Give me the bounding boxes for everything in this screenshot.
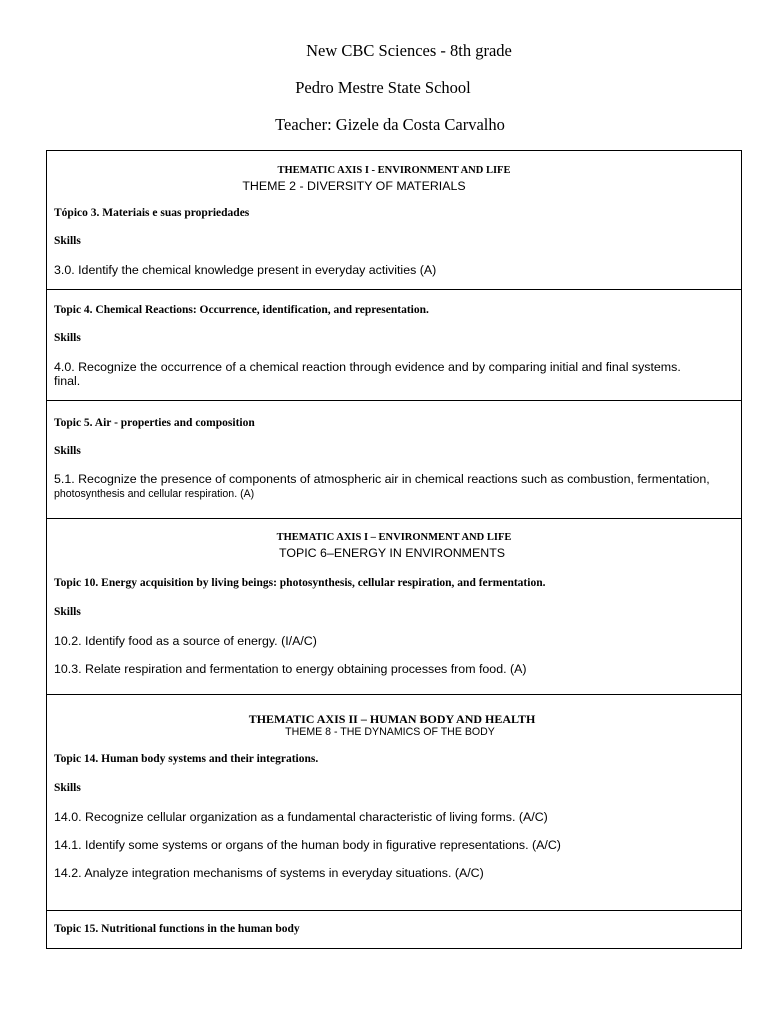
table-section (47, 290, 741, 401)
school-name: Pedro Mestre State School (295, 78, 471, 97)
skill-item: 14.1. Identify some systems or organs of the human body in figurative representations. (A/C) (54, 838, 561, 852)
skill-item-continued: photosynthesis and cellular respiration. (A) (54, 488, 255, 500)
thematic-axis-heading: THEMATIC AXIS II – HUMAN BODY AND HEALTH (248, 712, 536, 726)
skill-item: 14.0. Recognize cellular organization as a fundamental characteristic of living forms. (A/C) (54, 810, 548, 824)
table-section (47, 519, 741, 695)
table-section (47, 151, 741, 290)
skill-item: 3.0. Identify the chemical knowledge present in everyday activities (A) (54, 263, 437, 277)
curriculum-table (46, 150, 742, 949)
skill-item: 5.1. Recognize the presence of components of atmospheric air in chemical reactions such as combustion, fermentation, (54, 472, 710, 486)
skills-label: Skills (54, 606, 81, 618)
table-section (47, 695, 741, 911)
skills-label: Skills (54, 782, 81, 794)
skill-item: 10.2. Identify food as a source of energy. (I/A/C) (54, 634, 317, 648)
skills-label: Skills (54, 235, 81, 247)
skill-item: 10.3. Relate respiration and fermentation to energy obtaining processes from food. (A) (54, 662, 527, 676)
teacher-name: Teacher: Gizele da Costa Carvalho (275, 115, 505, 134)
table-section (47, 911, 741, 948)
skill-item: 14.2. Analyze integration mechanisms of systems in everyday situations. (A/C) (54, 866, 484, 880)
topic-title: Tópico 3. Materiais e suas propriedades (54, 207, 250, 219)
document-title: New CBC Sciences - 8th grade (306, 41, 512, 60)
topic-title: Topic 14. Human body systems and their integrations. (54, 753, 319, 765)
table-section (47, 401, 741, 519)
topic-title: Topic 15. Nutritional functions in the human body (54, 923, 300, 935)
theme-heading: THEME 8 - THE DYNAMICS OF THE BODY (285, 726, 495, 738)
skill-item: 4.0. Recognize the occurrence of a chemical reaction through evidence and by comparing initial and final systems. (54, 360, 681, 374)
skill-item-continued: final. (54, 374, 81, 388)
thematic-axis-heading: THEMATIC AXIS I - ENVIRONMENT AND LIFE (277, 165, 511, 176)
skills-label: Skills (54, 445, 81, 457)
theme-heading: TOPIC 6–ENERGY IN ENVIRONMENTS (278, 546, 506, 560)
skills-label: Skills (54, 332, 81, 344)
thematic-axis-heading: THEMATIC AXIS I – ENVIRONMENT AND LIFE (276, 532, 512, 543)
topic-title: Topic 5. Air - properties and composition (54, 417, 255, 429)
topic-title: Topic 4. Chemical Reactions: Occurrence, identification, and representation. (54, 304, 429, 316)
topic-title: Topic 10. Energy acquisition by living beings: photosynthesis, cellular respiration, and fermentation. (54, 577, 546, 589)
theme-heading: THEME 2 - DIVERSITY OF MATERIALS (242, 179, 466, 193)
